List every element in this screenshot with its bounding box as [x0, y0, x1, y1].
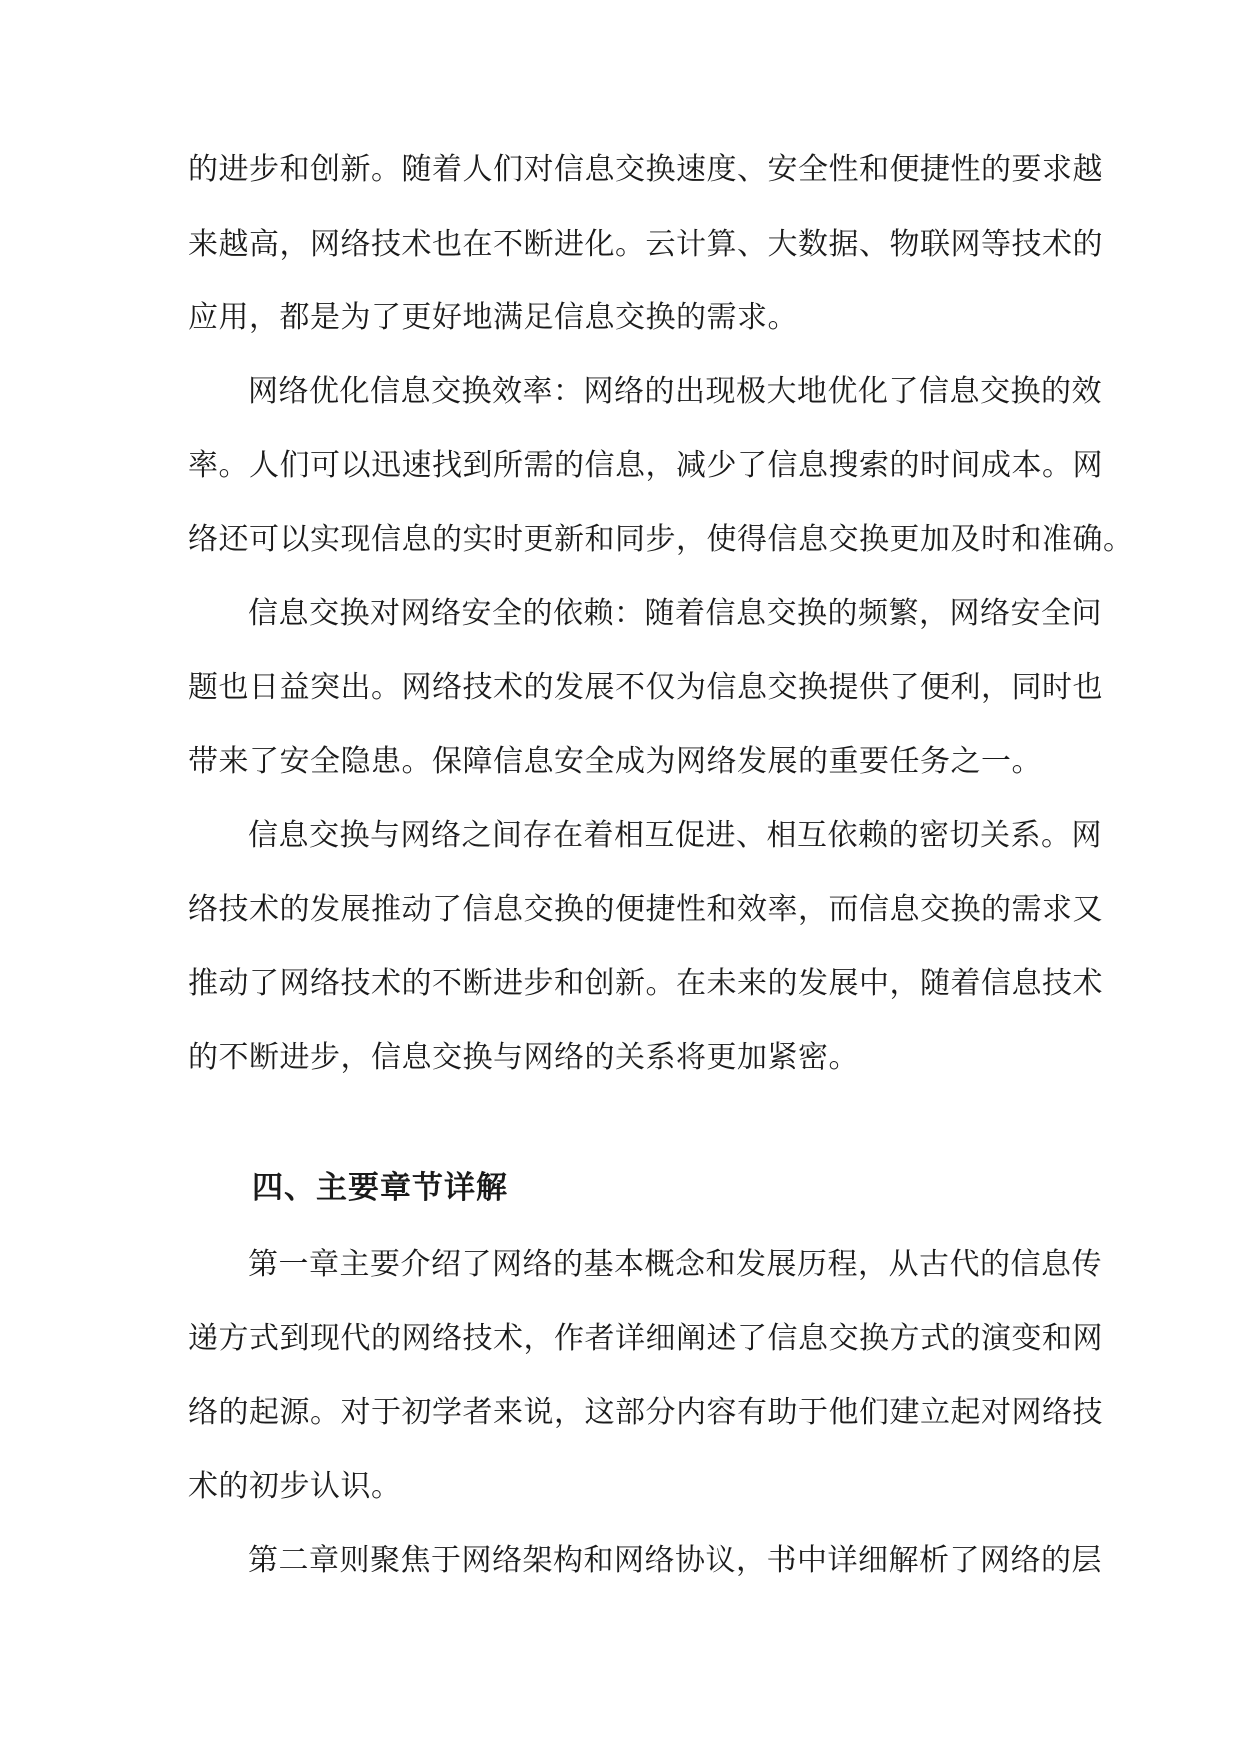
text-line: 的不断进步，信息交换与网络的关系将更加紧密。: [188, 1040, 859, 1075]
text-line: 应用，都是为了更好地满足信息交换的需求。: [188, 300, 798, 335]
text-line: 第二章则聚焦于网络架构和网络协议，书中详细解析了网络的层: [248, 1543, 1102, 1578]
text-line: 带来了安全隐患。保障信息安全成为网络发展的重要任务之一。: [188, 744, 1042, 779]
text-line: 率。人们可以迅速找到所需的信息，减少了信息搜索的时间成本。网: [188, 448, 1103, 483]
text-line: 的进步和创新。随着人们对信息交换速度、安全性和便捷性的要求越: [188, 152, 1103, 187]
text-line: 推动了网络技术的不断进步和创新。在未来的发展中，随着信息技术: [188, 966, 1103, 1001]
text-line: 络还可以实现信息的实时更新和同步，使得信息交换更加及时和准确。: [188, 522, 1134, 557]
text-line: 网络优化信息交换效率：网络的出现极大地优化了信息交换的效: [248, 374, 1102, 409]
text-line: 题也日益突出。网络技术的发展不仅为信息交换提供了便利，同时也: [188, 670, 1103, 705]
text-line: 信息交换对网络安全的依赖：随着信息交换的频繁，网络安全问: [248, 596, 1102, 631]
text-line: 信息交换与网络之间存在着相互促进、相互依赖的密切关系。网: [248, 818, 1102, 853]
text-line: 递方式到现代的网络技术，作者详细阐述了信息交换方式的演变和网: [188, 1321, 1103, 1356]
section-heading: 四、主要章节详解: [252, 1170, 508, 1206]
text-line: 络的起源。对于初学者来说，这部分内容有助于他们建立起对网络技: [188, 1395, 1103, 1430]
text-line: 第一章主要介绍了网络的基本概念和发展历程，从古代的信息传: [248, 1247, 1102, 1282]
text-line: 络技术的发展推动了信息交换的便捷性和效率，而信息交换的需求又: [188, 892, 1103, 927]
text-line: 术的初步认识。: [188, 1469, 402, 1504]
text-line: 来越高，网络技术也在不断进化。云计算、大数据、物联网等技术的: [188, 227, 1103, 262]
